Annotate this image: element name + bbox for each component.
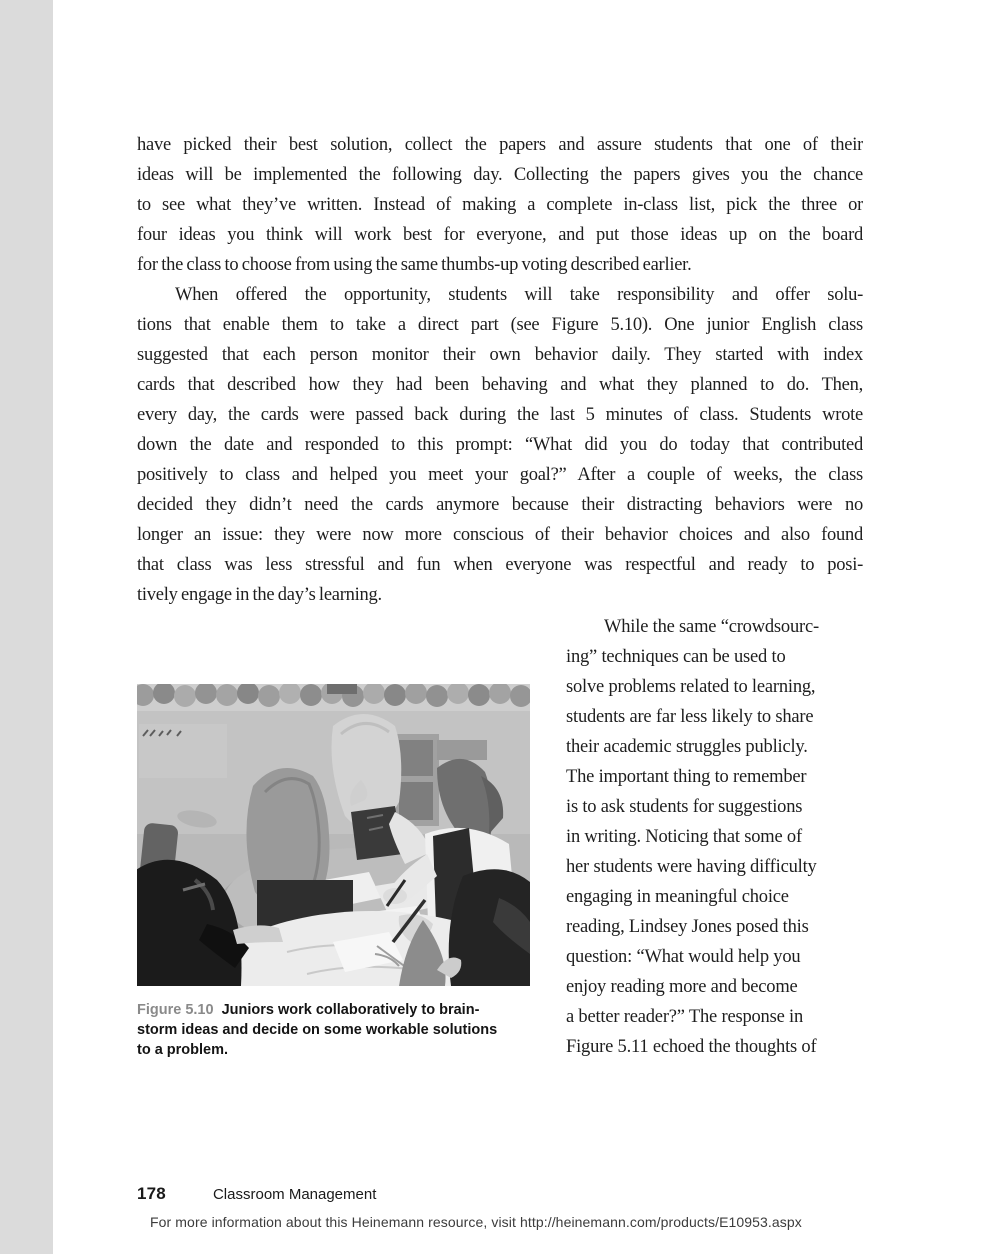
text-line: students are far less likely to share	[566, 707, 814, 727]
text-line: a better reader?” The response in	[566, 1007, 804, 1027]
text-line: longer an issue: they were now more conscious of their behavior choices and also found	[137, 525, 863, 545]
page-number: 178	[137, 1184, 166, 1203]
text-line: tively engage in the day’s learning.	[137, 585, 382, 605]
text-line: that class was less stressful and fun when everyone was respectful and ready to posi-	[137, 555, 863, 575]
figure-caption-line-2: storm ideas and decide on some workable solutions	[137, 1022, 498, 1038]
text-line: reading, Lindsey Jones posed this	[566, 917, 809, 937]
text-line: suggested that each person monitor their own behavior daily. They started with index	[137, 345, 863, 365]
paragraph-1	[137, 130, 863, 280]
text-line: cards that described how they had been behaving and what they planned to do. Then,	[137, 375, 863, 395]
figure-caption	[137, 1000, 527, 1060]
text-line: down the date and responded to this prompt: “What did you do today that contributed	[137, 435, 863, 455]
resource-note: For more information about this Heinemann resource, visit http://heinemann.com/products/E10953.aspx	[150, 1214, 802, 1230]
figure-5-10	[137, 684, 530, 1060]
text-line: Figure 5.11 echoed the thoughts of	[566, 1037, 817, 1057]
figure-label: Figure 5.10	[137, 1002, 214, 1018]
figure-photo	[137, 684, 530, 986]
figure-caption-line-3: to a problem.	[137, 1042, 229, 1058]
text-line: question: “What would help you	[566, 947, 801, 967]
text-line: to see what they’ve written. Instead of making a complete in-class list, pick the three or	[137, 195, 863, 215]
text-line: have picked their best solution, collect the papers and assure students that one of their	[137, 135, 863, 155]
text-line: When offered the opportunity, students will take responsibility and offer solu-	[175, 285, 863, 305]
wrap-column-text	[566, 612, 866, 1062]
text-line: is to ask students for suggestions	[566, 797, 803, 817]
text-line: their academic struggles publicly.	[566, 737, 808, 757]
book-title: Classroom Management	[212, 1186, 377, 1203]
text-line: ing” techniques can be used to	[566, 647, 786, 667]
text-line: engaging in meaningful choice	[566, 887, 789, 907]
scan-edge-strip	[0, 0, 53, 1254]
text-line: positively to class and helped you meet your goal?” After a couple of weeks, the class	[137, 465, 863, 485]
text-line: four ideas you think will work best for everyone, and put those ideas up on the board	[137, 225, 863, 245]
text-line: While the same “crowdsourc-	[604, 617, 819, 637]
text-line: solve problems related to learning,	[566, 677, 816, 697]
text-line: for the class to choose from using the same thumbs-up voting described earlier.	[137, 255, 692, 275]
text-line: in writing. Noticing that some of	[566, 827, 802, 847]
text-line: ideas will be implemented the following day. Collecting the papers gives you the chance	[137, 165, 863, 185]
figure-caption-line-1: Juniors work collaboratively to brain-	[221, 1002, 480, 1018]
text-line: tions that enable them to take a direct part (see Figure 5.10). One junior English class	[137, 315, 863, 335]
text-line: decided they didn’t need the cards anymore because their distracting behaviors were no	[137, 495, 863, 515]
paragraph-2	[137, 280, 863, 610]
students-collaborating-photo-illustration	[137, 684, 530, 986]
body-text	[137, 130, 863, 610]
text-line: her students were having difficulty	[566, 857, 817, 877]
text-line: every day, the cards were passed back during the last 5 minutes of class. Students wrote	[137, 405, 863, 425]
running-footer	[137, 1184, 376, 1204]
text-line: The important thing to remember	[566, 767, 807, 787]
text-line: enjoy reading more and become	[566, 977, 798, 997]
